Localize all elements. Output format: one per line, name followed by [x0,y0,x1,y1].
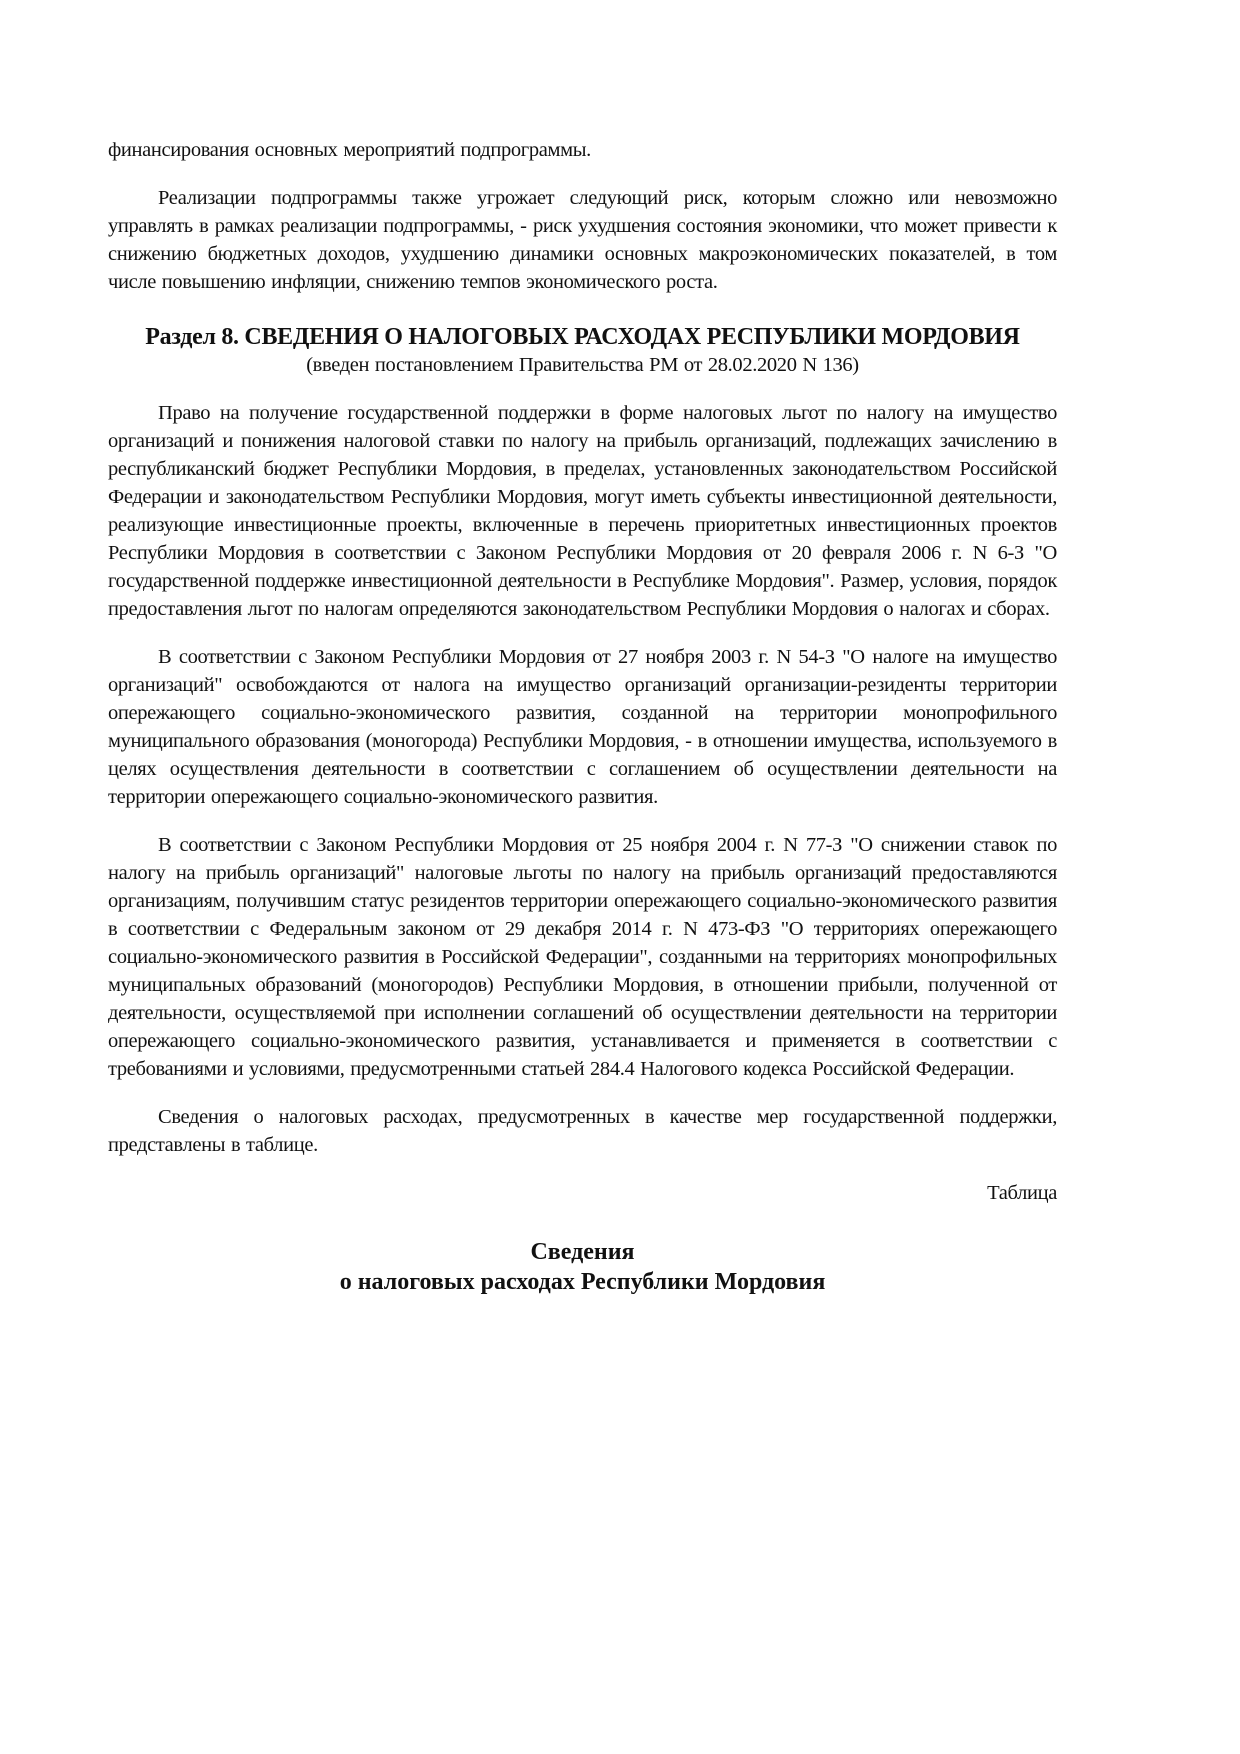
section-title: Раздел 8. СВЕДЕНИЯ О НАЛОГОВЫХ РАСХОДАХ РЕСПУБЛИКИ МОРДОВИЯ [145,324,1020,350]
paragraph: В соответствии с Законом Республики Мордовия от 25 ноября 2004 г. N 77-З "О снижении ставок по налогу на прибыль организаций" налоговые льготы по налогу на прибыль организаций предоставляются организациям, получившим статус резидентов территории опережающего социально-экономического развития в соответствии с Федеральным законом от 29 декабря 2014 г. N 473-ФЗ "О территориях опережающего социально-экономического развития в Российской Федерации", созданными на территориях монопрофильных муниципальных образований (моногородов) Республики Мордовия, в отношении прибыли, полученной от деятельности, осуществляемой при исполнении соглашений об осуществлении деятельности на территории опережающего социально-экономического развития, устанавливается и применяется в соответствии с требованиями и условиями, предусмотренными статьей 284.4 Налогового кодекса Российской Федерации. [108,834,1057,1080]
table-title-line2: о налоговых расходах Республики Мордовия [339,1269,826,1295]
paragraph-continuation: финансирования основных мероприятий подпрограммы. [108,139,591,161]
table-title-line1: Сведения [530,1239,635,1265]
paragraph-risk: Реализации подпрограммы также угрожает следующий риск, которым сложно или невозможно управлять в рамках реализации подпрограммы, - риск ухудшения состояния экономики, что может привести к снижению бюджетных доходов, ухудшению динамики основных макроэкономических показателей, в том числе повышению инфляции, снижению темпов экономического роста. [108,187,1057,293]
paragraph: Сведения о налоговых расходах, предусмотренных в качестве мер государственной поддержки, представлены в таблице. [108,1106,1057,1156]
section-note: (введен постановлением Правительства РМ от 28.02.2020 N 136) [306,354,859,376]
table-label: Таблица [987,1182,1057,1204]
paragraph: В соответствии с Законом Республики Мордовия от 27 ноября 2003 г. N 54-З "О налоге на имущество организаций" освобождаются от налога на имущество организаций организации-резиденты территории опережающего социально-экономического развития, созданной на территории монопрофильного муниципального образования (моногорода) Республики Мордовия, - в отношении имущества, используемого в целях осуществления деятельности в соответствии с соглашением об осуществлении деятельности на территории опережающего социально-экономического развития. [108,646,1057,808]
document-page [108,136,1057,1297]
table-title [108,1237,1057,1297]
paragraph: Право на получение государственной поддержки в форме налоговых льгот по налогу на имущество организаций и понижения налоговой ставки по налогу на прибыль организаций, подлежащих зачислению в республиканский бюджет Республики Мордовия, в пределах, установленных законодательством Российской Федерации и законодательством Республики Мордовия, могут иметь субъекты инвестиционной деятельности, реализующие инвестиционные проекты, включенные в перечень приоритетных инвестиционных проектов Республики Мордовия в соответствии с Законом Республики Мордовия от 20 февраля 2006 г. N 6-З "О государственной поддержке инвестиционной деятельности в Республике Мордовия". Размер, условия, порядок предоставления льгот по налогам определяются законодательством Республики Мордовия о налогах и сборах. [108,402,1057,620]
